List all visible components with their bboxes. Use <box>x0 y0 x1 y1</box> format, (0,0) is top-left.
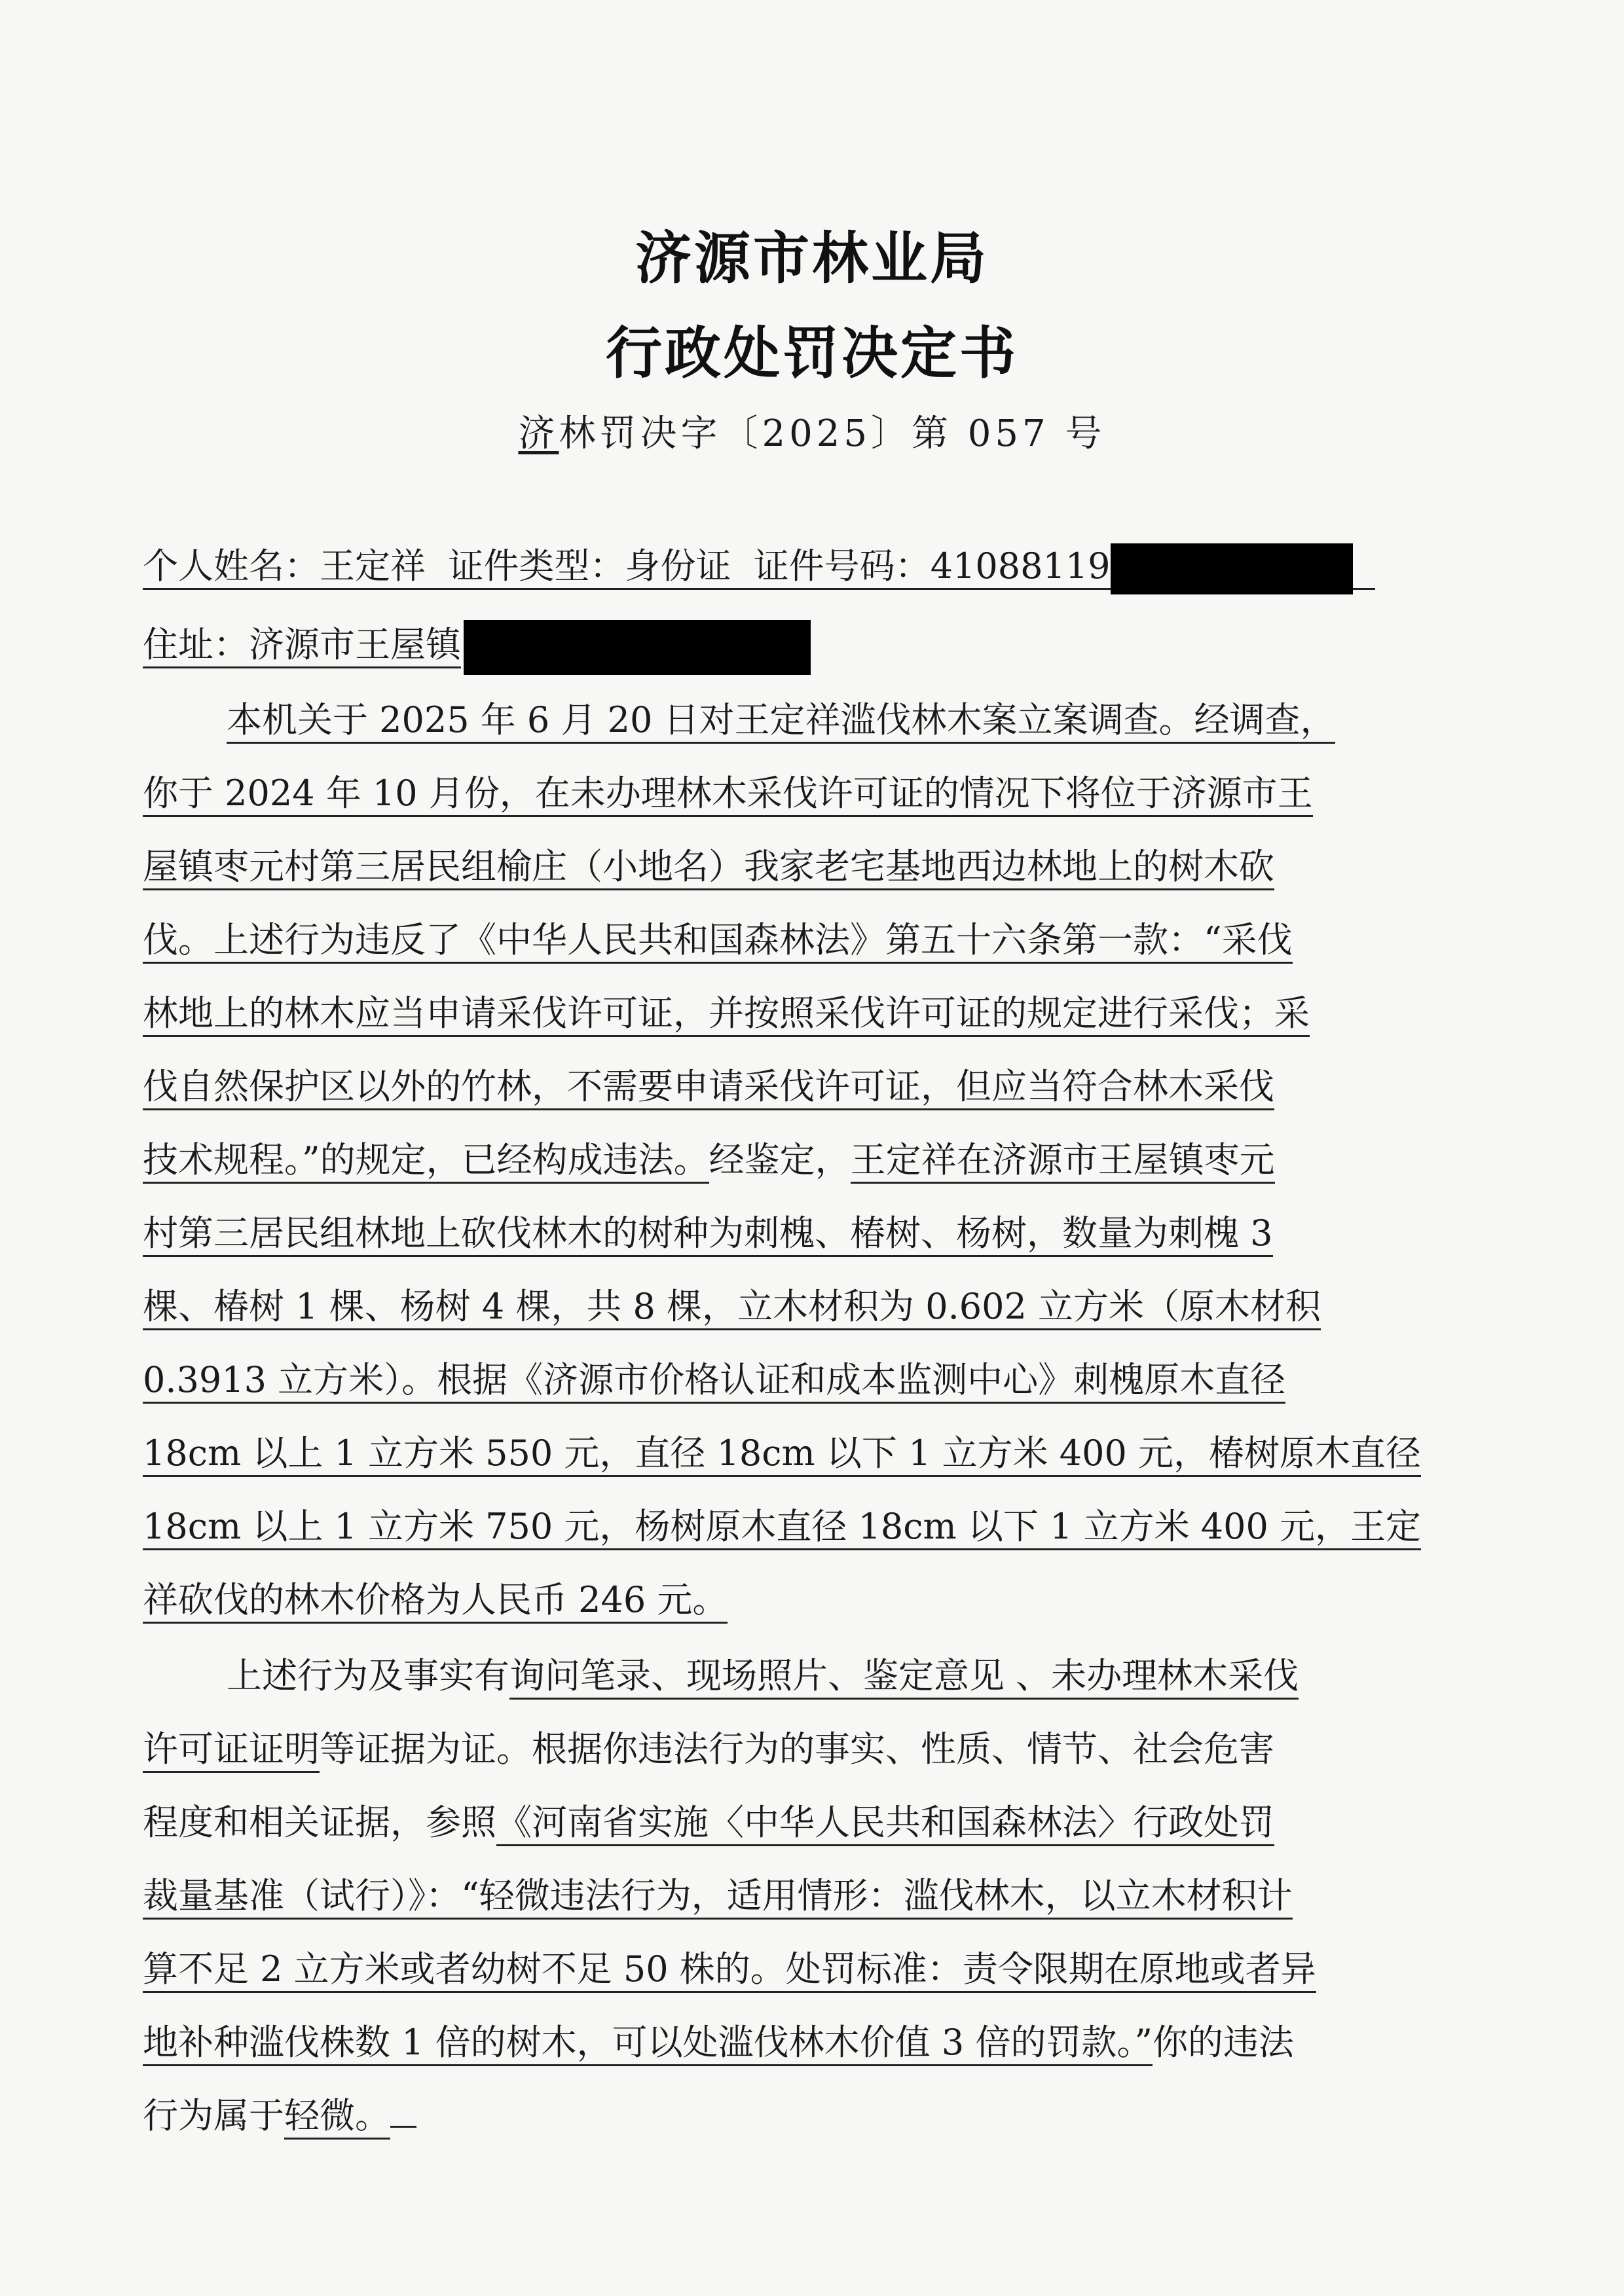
para2-line-2: 许可证证明等证据为证。根据你违法行为的事实、性质、情节、社会危害 <box>143 1717 1485 1782</box>
para2-line-3: 程度和相关证据，参照《河南省实施〈中华人民共和国森林法〉行政处罚 <box>143 1790 1485 1855</box>
address-line <box>143 612 1485 678</box>
document-type-title: 行政处罚决定书 <box>606 321 1018 386</box>
para1-line-13: 祥砍伐的林木价格为人民币 246 元。 <box>143 1567 1485 1633</box>
para1-line-6: 伐自然保护区以外的竹林，不需要申请采伐许可证，但应当符合林木采伐 <box>143 1054 1485 1120</box>
para2-line-7: 行为属于轻微。 <box>143 2083 1485 2149</box>
para1-line-2: 你于 2024 年 10 月份，在未办理林木采伐许可证的情况下将位于济源市王 <box>143 761 1485 826</box>
document-number <box>0 405 1624 457</box>
address-redaction <box>464 620 811 675</box>
para2-line-5: 算不足 2 立方米或者幼树不足 50 株的。处罚标准：责令限期在原地或者异 <box>143 1937 1485 2002</box>
para1-line-4: 伐。上述行为违反了《中华人民共和国森林法》第五十六条第一款：“采伐 <box>143 907 1485 973</box>
agency-title: 济源市林业局 <box>635 226 989 291</box>
id-type: 身份证 <box>625 545 731 587</box>
id-type-label: 证件类型： <box>448 545 625 587</box>
document-number-rest: 林罚决字〔2025〕第 057 号 <box>559 412 1106 455</box>
para2-line-1: 上述行为及事实有询问笔录、现场照片、鉴定意见 、未办理林木采伐 <box>143 1643 1569 1709</box>
para1-line-11: 18cm 以上 1 立方米 550 元，直径 18cm 以下 1 立方米 400 元，椿树原木直径 <box>143 1421 1485 1486</box>
id-number-visible: 41088119 <box>930 545 1111 587</box>
para1-line-10: 0.3913 立方米）。根据《济源市价格认证和成本监测中心》刺槐原木直径 <box>143 1347 1485 1413</box>
address-label: 住址： <box>143 624 249 665</box>
para2-line-4: 裁量基准（试行）》：“轻微违法行为，适用情形：滥伐林木，以立木材积计 <box>143 1863 1485 1929</box>
party-name: 王定祥 <box>320 545 426 587</box>
para1-line-3: 屋镇枣元村第三居民组榆庄（小地名）我家老宅基地西边林地上的树木砍 <box>143 834 1485 900</box>
trailing-underline <box>390 2106 416 2128</box>
para1-line-5: 林地上的林木应当申请采伐许可证，并按照采伐许可证的规定进行采伐；采 <box>143 981 1485 1046</box>
document-number-prefix: 济 <box>518 412 559 455</box>
para1-line-12: 18cm 以上 1 立方米 750 元，杨树原木直径 18cm 以下 1 立方米 400 元，王定 <box>143 1494 1485 1559</box>
para2-line-6: 地补种滥伐株数 1 倍的树木，可以处滥伐林木价值 3 倍的罚款。”你的违法 <box>143 2010 1485 2075</box>
id-number-label: 证件号码： <box>753 545 931 587</box>
para1-line-1: 本机关于 2025 年 6 月 20 日对王定祥滥伐林木案立案调查。经调查， <box>143 687 1569 753</box>
para1-line-7: 技术规程。”的规定，已经构成违法。经鉴定，王定祥在济源市王屋镇枣元 <box>143 1127 1485 1193</box>
party-id-line <box>143 534 1485 599</box>
address-visible: 济源市王屋镇 <box>249 624 461 665</box>
para1-line-8: 村第三居民组林地上砍伐林木的树种为刺槐、椿树、杨树，数量为刺槐 3 <box>143 1201 1485 1266</box>
address-underlined <box>143 624 461 668</box>
para1-line-9: 棵、椿树 1 棵、杨树 4 棵，共 8 棵，立木材积为 0.602 立方米（原木材积 <box>143 1274 1485 1339</box>
party-id-underlined <box>143 545 1375 590</box>
id-number-redaction <box>1111 543 1353 594</box>
name-label: 个人姓名： <box>143 545 320 587</box>
